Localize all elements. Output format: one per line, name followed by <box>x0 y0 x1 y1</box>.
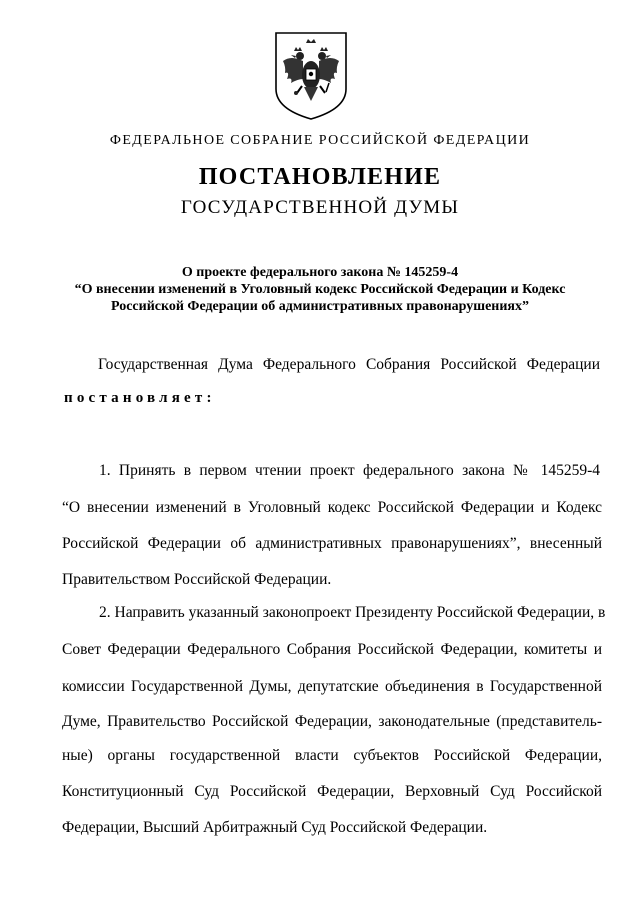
paragraph-1-line: Правительством Российской Федерации. <box>62 571 332 588</box>
resolution-subject <box>40 264 600 315</box>
double-headed-eagle-icon <box>273 31 349 121</box>
document-issuer-subtitle: ГОСУДАРСТВЕННОЙ ДУМЫ <box>180 197 460 218</box>
subject-line: Российской Федерации об административных правонарушениях” <box>111 299 529 314</box>
preamble-line: Государственная Дума Федерального Собрания Российской Федерации <box>98 356 600 373</box>
paragraph-1-line: Российской Федерации об административных правонарушениях”, внесенный <box>62 535 602 552</box>
document-type-title: ПОСТАНОВЛЕНИЕ <box>198 164 442 190</box>
paragraph-2-line: Конституционный Суд Российской Федерации, Верховный Суд Российской <box>62 783 602 800</box>
coat-of-arms-emblem <box>273 31 349 121</box>
subject-line: “О внесении изменений в Уголовный кодекс Российской Федерации и Кодекс <box>74 282 566 297</box>
paragraph-2-line: Федерации, Высший Арбитражный Суд Российской Федерации. <box>62 819 488 836</box>
subject-line: О проекте федерального закона № 145259-4 <box>181 265 459 280</box>
parliament-name: ФЕДЕРАЛЬНОЕ СОБРАНИЕ РОССИЙСКОЙ ФЕДЕРАЦИИ <box>109 133 531 148</box>
paragraph-1-line: “О внесении изменений в Уголовный кодекс Российской Федерации и Кодекс <box>62 499 602 516</box>
paragraph-2-line: 2. Направить указанный законопроект Президенту Российской Федерации, в <box>99 604 606 621</box>
paragraph-2-line: Совет Федерации Федерального Собрания Российской Федерации, комитеты и <box>62 641 602 658</box>
paragraph-1-line: 1. Принять в первом чтении проект федерального закона № 145259-4 <box>99 462 600 479</box>
paragraph-2-line: Думе, Правительство Российской Федерации, законодательные (представитель- <box>62 713 602 730</box>
paragraph-2-line: комиссии Государственной Думы, депутатские объединения в Государственной <box>62 678 602 695</box>
paragraph-2-line: ные) органы государственной власти субъектов Российской Федерации, <box>62 747 602 764</box>
decree-word: постановляет: <box>64 390 216 406</box>
